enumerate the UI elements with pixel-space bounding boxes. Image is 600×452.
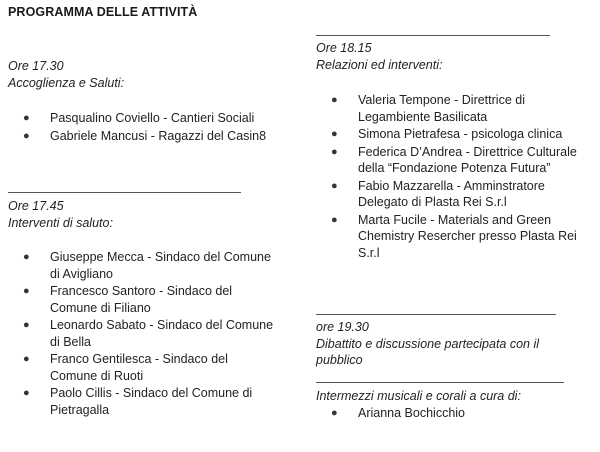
list-item: ● Simona Pietrafesa - psicologa clinica xyxy=(331,127,563,141)
divider xyxy=(316,314,556,315)
bullet-icon: ● xyxy=(23,251,30,263)
list-item: ● Leonardo Sabato - Sindaco del Comune di Bella xyxy=(23,318,274,349)
bullet-icon: ● xyxy=(331,128,338,140)
divider xyxy=(316,382,564,383)
list-item: ● Pasqualino Coviello - Cantieri Sociali xyxy=(23,111,255,125)
section-accoglienza: Accoglienza e Saluti: xyxy=(8,76,125,90)
time-1930: ore 19.30 xyxy=(316,320,369,334)
list-item: ● Franco Gentilesca - Sindaco del Comune di Ruoti xyxy=(23,352,228,383)
divider xyxy=(316,35,550,36)
section-relazioni: Relazioni ed interventi: xyxy=(316,58,443,72)
list-item: ● Federica D’Andrea - Direttrice Culturale della “Fondazione Potenza Futura” xyxy=(331,144,577,175)
bullet-icon: ● xyxy=(331,179,338,192)
list-item: ● Paolo Cillis - Sindaco del Comune di Pietragalla xyxy=(23,386,253,417)
bullet-icon: ● xyxy=(331,145,338,158)
bullet-icon: ● xyxy=(23,285,30,297)
section-interventi-saluto: Interventi di saluto: xyxy=(8,216,113,230)
list-relazioni xyxy=(316,92,594,262)
bullet-icon: ● xyxy=(23,112,30,124)
bullet-icon: ● xyxy=(331,213,338,226)
list-item: ● Francesco Santoro - Sindaco del Comune di Filiano xyxy=(23,284,233,315)
list-item: ● Valeria Tempone - Direttrice di Legambiente Basilicata xyxy=(331,93,525,124)
section-intermezzi: Intermezzi musicali e corali a cura di: xyxy=(316,389,521,403)
time-1730: Ore 17.30 xyxy=(8,59,64,73)
page-title: PROGRAMMA DELLE ATTIVITÀ xyxy=(8,5,198,19)
list-item: ● Marta Fucile - Materials and Green Chemistry Resercher presso Plasta Rei S.r.l xyxy=(331,212,577,260)
time-1815: Ore 18.15 xyxy=(316,41,372,55)
list-item: ● Gabriele Mancusi - Ragazzi del Casin8 xyxy=(23,128,267,143)
bullet-icon: ● xyxy=(331,94,338,106)
bullet-icon: ● xyxy=(23,387,30,399)
section-dibattito: Dibattito e discussione partecipata con il pubblico xyxy=(316,337,540,367)
list-item: ● Giuseppe Mecca - Sindaco del Comune di Avigliano xyxy=(23,250,271,281)
divider xyxy=(8,192,241,193)
list-item: ● Arianna Bochicchio xyxy=(331,406,466,420)
bullet-icon: ● xyxy=(23,353,30,365)
bullet-icon: ● xyxy=(23,129,30,142)
bullet-icon: ● xyxy=(23,319,30,331)
list-accoglienza xyxy=(8,110,278,145)
list-intermezzi xyxy=(316,405,594,423)
list-interventi-saluto xyxy=(8,249,278,419)
time-1745: Ore 17.45 xyxy=(8,199,64,213)
list-item: ● Fabio Mazzarella - Amminstratore Delegato di Plasta Rei S.r.l xyxy=(331,178,545,209)
bullet-icon: ● xyxy=(331,407,338,419)
